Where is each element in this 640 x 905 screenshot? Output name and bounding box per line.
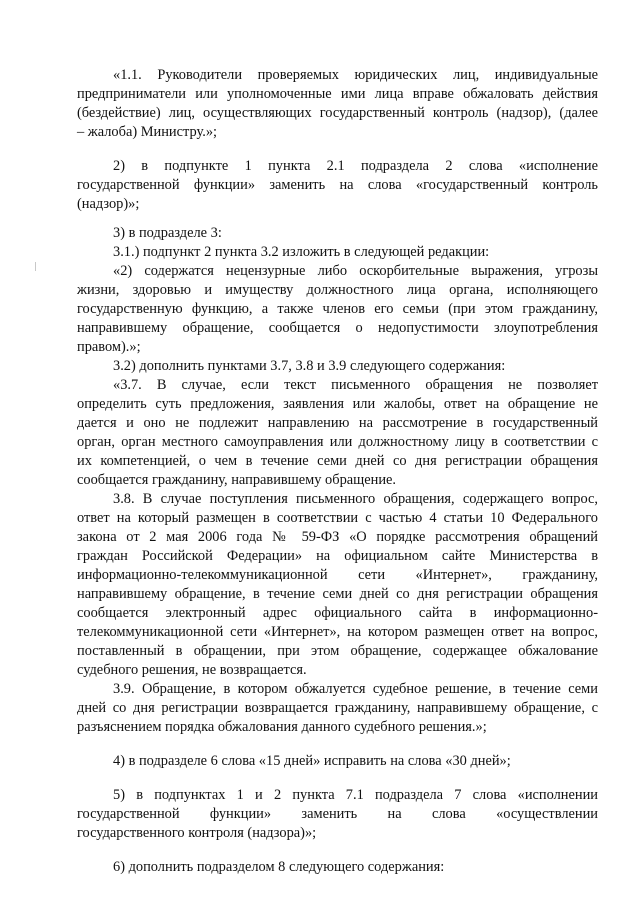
line-38: государственного контроля (надзора)»; <box>77 825 317 841</box>
line-23: ответ на который размещен в соответствии с частью 4 статьи 10 Федерального <box>77 510 598 526</box>
scan-mark <box>35 262 36 271</box>
line-6: государственной функции» заменить на слова «государственный контроль <box>77 177 598 193</box>
line-33: дней со дня регистрации возвращается гражданину, направившему обращение, с <box>77 700 598 716</box>
line-30: поставленный в обращении, при этом обращение, содержащее обжалование <box>77 643 598 659</box>
line-24: закона от 2 мая 2006 года № 59-ФЗ «О порядке рассмотрения обращений <box>77 529 598 545</box>
line-5: 2) в подпункте 1 пункта 2.1 подраздела 2 слова «исполнение <box>113 158 598 174</box>
line-4: – жалоба) Министру.»; <box>77 124 218 140</box>
line-17: определить суть предложения, заявления или жалобы, ответ на обращение не <box>77 396 598 412</box>
line-26: информационно-телекоммуникационной сети «Интернет», гражданину, <box>77 567 598 583</box>
line-20: их компетенцией, о чем в течение семи дней со дня регистрации обращения <box>77 453 598 469</box>
line-19: орган, орган местного самоуправления или должностному лицу в соответствии с <box>77 434 598 450</box>
line-29: телекоммуникационной сети «Интернет», на котором размещен ответ на вопрос, <box>77 624 598 640</box>
line-31: судебного решения, не возвращается. <box>77 662 307 678</box>
line-32: 3.9. Обращение, в котором обжалуется судебное решение, в течение семи <box>113 681 598 697</box>
line-1: «1.1. Руководители проверяемых юридических лиц, индивидуальные <box>113 67 598 83</box>
line-11: жизни, здоровью и имуществу должностного лица органа, исполняющего <box>77 282 598 298</box>
line-2: предприниматели или уполномоченные ими лица вправе обжаловать действия <box>77 86 598 102</box>
line-28: сообщается электронный адрес официального сайта в информационно- <box>77 605 598 621</box>
line-16: «3.7. В случае, если текст письменного обращения не позволяет <box>113 377 598 393</box>
line-10: «2) содержатся нецензурные либо оскорбительные выражения, угрозы <box>113 263 598 279</box>
line-9: 3.1.) подпункт 2 пункта 3.2 изложить в следующей редакции: <box>113 244 490 260</box>
line-8: 3) в подразделе 3: <box>113 225 222 241</box>
line-7: (надзор)»; <box>77 196 140 212</box>
line-37: государственной функции» заменить на слова «осуществлении <box>77 806 598 822</box>
line-12: государственную функцию, а также членов его семьи (при этом гражданину, <box>77 301 598 317</box>
line-15: 3.2) дополнить пунктами 3.7, 3.8 и 3.9 следующего содержания: <box>113 358 506 374</box>
line-35: 4) в подразделе 6 слова «15 дней» исправить на слова «30 дней»; <box>113 753 511 769</box>
line-22: 3.8. В случае поступления письменного обращения, содержащего вопрос, <box>113 491 598 507</box>
line-13: направившему обращение, сообщается о недопустимости злоупотребления <box>77 320 598 336</box>
line-34: разъяснением порядка обжалования данного судебного решения.»; <box>77 719 487 735</box>
line-18: дается и оно не подлежит направлению на рассмотрение в государственный <box>77 415 598 431</box>
line-39: 6) дополнить подразделом 8 следующего содержания: <box>113 859 445 875</box>
line-25: граждан Российской Федерации» на официальном сайте Министерства в <box>77 548 598 564</box>
line-14: правом).»; <box>77 339 141 355</box>
line-27: направившему обращение, в течение семи дней со дня регистрации обращения <box>77 586 598 602</box>
line-21: сообщается гражданину, направившему обращение. <box>77 472 397 488</box>
line-3: (бездействие) лиц, осуществляющих государственный контроль (надзор), (далее <box>77 105 598 121</box>
line-36: 5) в подпунктах 1 и 2 пункта 7.1 подраздела 7 слова «исполнении <box>113 787 598 803</box>
